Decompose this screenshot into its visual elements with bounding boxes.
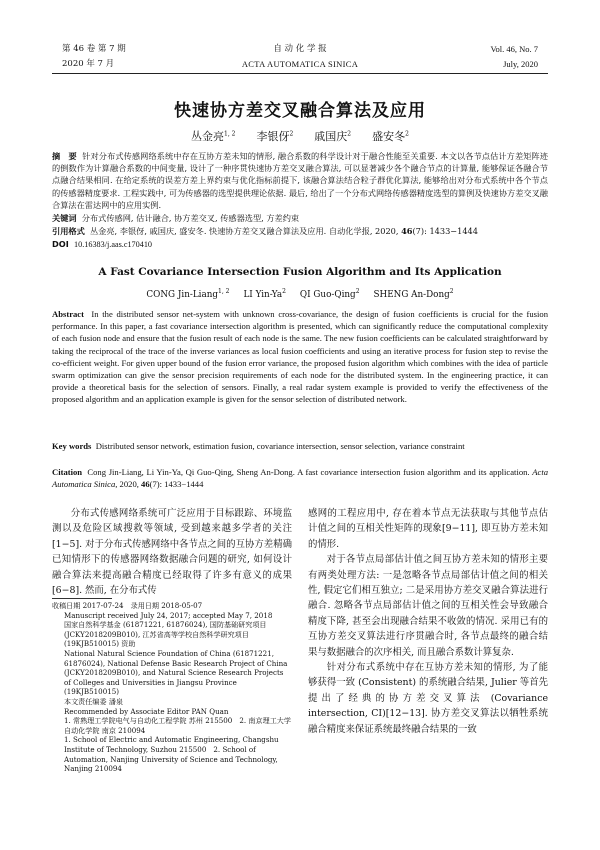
keywords-cn (52, 212, 548, 224)
header-date-cn: 2020 年 7 月 (62, 59, 115, 69)
body-paragraph: 针对分布式系统中存在互协方差未知的情形, 为了能够获得一致 (Consistent) 的系统融合结果, Julier 等首先提出了经典的协方差交叉算法 (Covariance intersection, CI)[12−13]. 协方差交叉算法以牺牲系统融合精度来保证系统最终融合结果的一致 (308, 662, 548, 735)
abstract-cn-label: 摘 要 (52, 151, 77, 161)
author-affiliation: 2 (405, 130, 409, 138)
keywords-en-label: Key words (52, 441, 92, 451)
citation-cn-text: 丛金亮, 李银伢, 戚国庆, 盛安冬. 快速协方差交叉融合算法及应用. 自动化学报, 2020, (89, 226, 402, 236)
body-right-column (308, 506, 548, 737)
authors-cn (0, 128, 600, 144)
paper-title-en: A Fast Covariance Intersection Fusion Algorithm and Its Application (98, 266, 502, 278)
header-rule (52, 73, 548, 74)
author-en: SHENG An-Dong (373, 290, 450, 300)
citation-cn-pages: (7): 1433−1444 (412, 226, 478, 236)
author-en: LI Yin-Ya (243, 290, 283, 300)
body-paragraph: 对于各节点局部估计值之间互协方差未知的情形主要有两类处理方法: 一是忽略各节点局部估计值之间的相关性, 假定它们相互独立; 二是采用协方差交叉融合算法进行融合. 忽略各节点局部估计值之间的互相关性会导致融合精度下降, 甚至会出现融合结果不收敛的情况. 采用已有的互协方差交叉算法进行序贯融合时, 各节点最终的融合结果与数据融合的次序相关, 而且融合系数计算复杂. (308, 554, 548, 658)
author-en: CONG Jin-Liang (146, 290, 219, 300)
footnote-received-cn: 收稿日期 2017-07-24 录用日期 2018-05-07 (52, 601, 203, 610)
author-affiliation: 2 (355, 288, 360, 296)
paper-title-cn: 快速协方差交叉融合算法及应用 (174, 101, 426, 121)
author-cn: 丛金亮 (191, 130, 225, 143)
footnote-received-en: Manuscript received July 24, 2017; accepted May 7, 2018 (64, 610, 273, 620)
author-cn: 李银伢 (256, 130, 290, 143)
doi-value[interactable]: 10.16383/j.aas.c170410 (74, 240, 153, 249)
doi (52, 238, 548, 251)
body-paragraph: 感网的工程应用中, 存在着本节点无法获取与其他节点估计值之间的互相关性矩阵的现象[9−11], 即互协方差未知的情形. (308, 508, 548, 550)
citation-en-journal: Acta Automatica Sinica (52, 467, 548, 490)
abstract-en-label: Abstract (52, 309, 84, 319)
citation-en-text: Cong Jin-Liang, Li Yin-Ya, Qi Guo-Qing, Sheng An-Dong. A fast covariance intersection fusion algorithm and its application. (87, 467, 533, 477)
abstract-en (52, 308, 548, 406)
author-en: QI Guo-Qing (299, 290, 356, 300)
footnote-fund-cn: 国家自然科学基金 (61871221, 61876024), 国防基础研究项目 (JCKY2018209B010), 江苏省高等学校自然科学研究项目 (19KJB510015) 资助 (64, 620, 267, 649)
keywords-en (52, 440, 548, 452)
author-affiliation: 2 (289, 130, 294, 138)
body-paragraph: 分布式传感网络系统可广泛应用于目标跟踪、环境监测以及危险区域搜救等领域, 受到越来越多学者的关注[1−5]. 对于分布式传感网络中各节点之间的互协方差精确已知情形下的传感器网络数据融合问题的研究, 如何设计融合算法来提高融合精度已经取得了许多有意义的成果[6−8]. 然而, 在分布式传 (52, 508, 292, 597)
header-volume-cn: 第 46 卷 第 7 期 (62, 44, 126, 54)
author-affiliation: 2 (347, 130, 352, 138)
abstract-en-text: In the distributed sensor net-system with unknown cross-covariance, the design of fusion coefficients is crucial for the fusion performance. In this paper, a fast covariance intersection algorithm is presented, which can significantly reduce the computational complexity of each fusion node and ensure that the fusion result of each node is the same. The new fusion coefficients can be calculated straightforward by taking the reciprocal of the trace of the inverse variances as local fusion coefficients and using an iterative process for fusion step to revise the co-efficient weight. For given upper bound of the fusion error variance, the proposed fusion algorithm which combines with the idea of particle swarm optimization can give the sensor precision requirements of each node for the distributed system. In the engineering practice, it can provide a theoretical basis for the selection of sensors. Finally, a real radar system example is provided to verify the effectiveness of the proposed algorithm and an application example is given for the sensor selection of distributed network. (52, 309, 548, 405)
header-date-en: July, 2020 (503, 59, 538, 69)
doi-label: DOI (52, 239, 69, 249)
keywords-cn-text: 分布式传感网, 估计融合, 协方差交叉, 传感器选型, 方差约束 (81, 213, 300, 223)
footnote-aff-cn: 1. 常熟理工学院电气与自动化工程学院 苏州 215500 2. 南京理工大学自动化学院 南京 210094 (64, 716, 291, 735)
body-left-column (52, 506, 292, 598)
author-cn: 盛安冬 (372, 130, 406, 143)
author-affiliation: 2 (449, 288, 454, 296)
keywords-en-text: Distributed sensor network, estimation fusion, covariance intersection, sensor selection, variance constraint (95, 441, 465, 451)
citation-cn-label: 引用格式 (52, 226, 85, 236)
author-affiliation: 2 (282, 288, 286, 296)
header-journal-en: ACTA AUTOMATICA SINICA (241, 59, 359, 69)
abstract-cn (52, 150, 548, 211)
keywords-cn-label: 关键词 (52, 213, 77, 223)
author-cn: 戚国庆 (314, 130, 348, 143)
author-affiliation: 1, 2 (218, 288, 230, 296)
footnote-editor-cn: 本文责任编委 潘泉 (64, 696, 124, 706)
footnote-editor-en: Recommended by Associate Editor PAN Quan (64, 706, 229, 716)
citation-cn-volume: 46 (401, 226, 413, 236)
footnote-fund-en: National Natural Science Foundation of China (61871221, 61876024), National Defense Basic Research Project of China (JCKY2018209B010), and Natural Science Research Projects of Colleges and Universities in Jiangsu Province (19KJB510015) (64, 648, 288, 697)
footnotes (52, 601, 292, 774)
header-journal-cn: 自 动 化 学 报 (273, 44, 327, 54)
header-volume-en: Vol. 46, No. 7 (490, 44, 538, 54)
citation-en-label: Citation (52, 467, 83, 477)
abstract-cn-text: 针对分布式传感网络系统中存在互协方差未知的情形, 融合系数的科学设计对于融合性能至关重要. 本文以各节点估计方差矩阵迹的倒数作为计算融合系数的中间变量, 设计了一种序贯快速协方差交叉融合算法, 可以显著减少各个融合节点的计算量, 能够保证各融合节点融合结果相同. 在给定系统的误差方差上界约束与优化指标前提下, 该融合算法结合粒子群优化算法, 能够给出对分布式系统中各个节点的传感器精度要求. 工程实践中, 可为传感器的选型提供理论依据. 最后, 给出了一个分布式网络传感器精度选型的算例及快速协方差交叉融合算法在雷达网中的应用实例. (52, 151, 548, 210)
citation-en-pages: (7): 1433−1444 (149, 479, 204, 490)
footnote-aff-en: 1. School of Electric and Automatic Engineering, Changshu Institute of Technology, Suzhou 215500 2. School of Automation, Nanjing University of Science and Technology, Nanjing 210094 (64, 735, 279, 774)
citation-cn (52, 225, 548, 237)
authors-en (0, 290, 600, 300)
citation-en-volume: 46 (141, 479, 150, 490)
author-affiliation: 1, 2 (224, 130, 236, 138)
footnote-rule (52, 598, 112, 599)
citation-en-year: , 2020, (115, 479, 142, 490)
citation-en (52, 466, 548, 490)
